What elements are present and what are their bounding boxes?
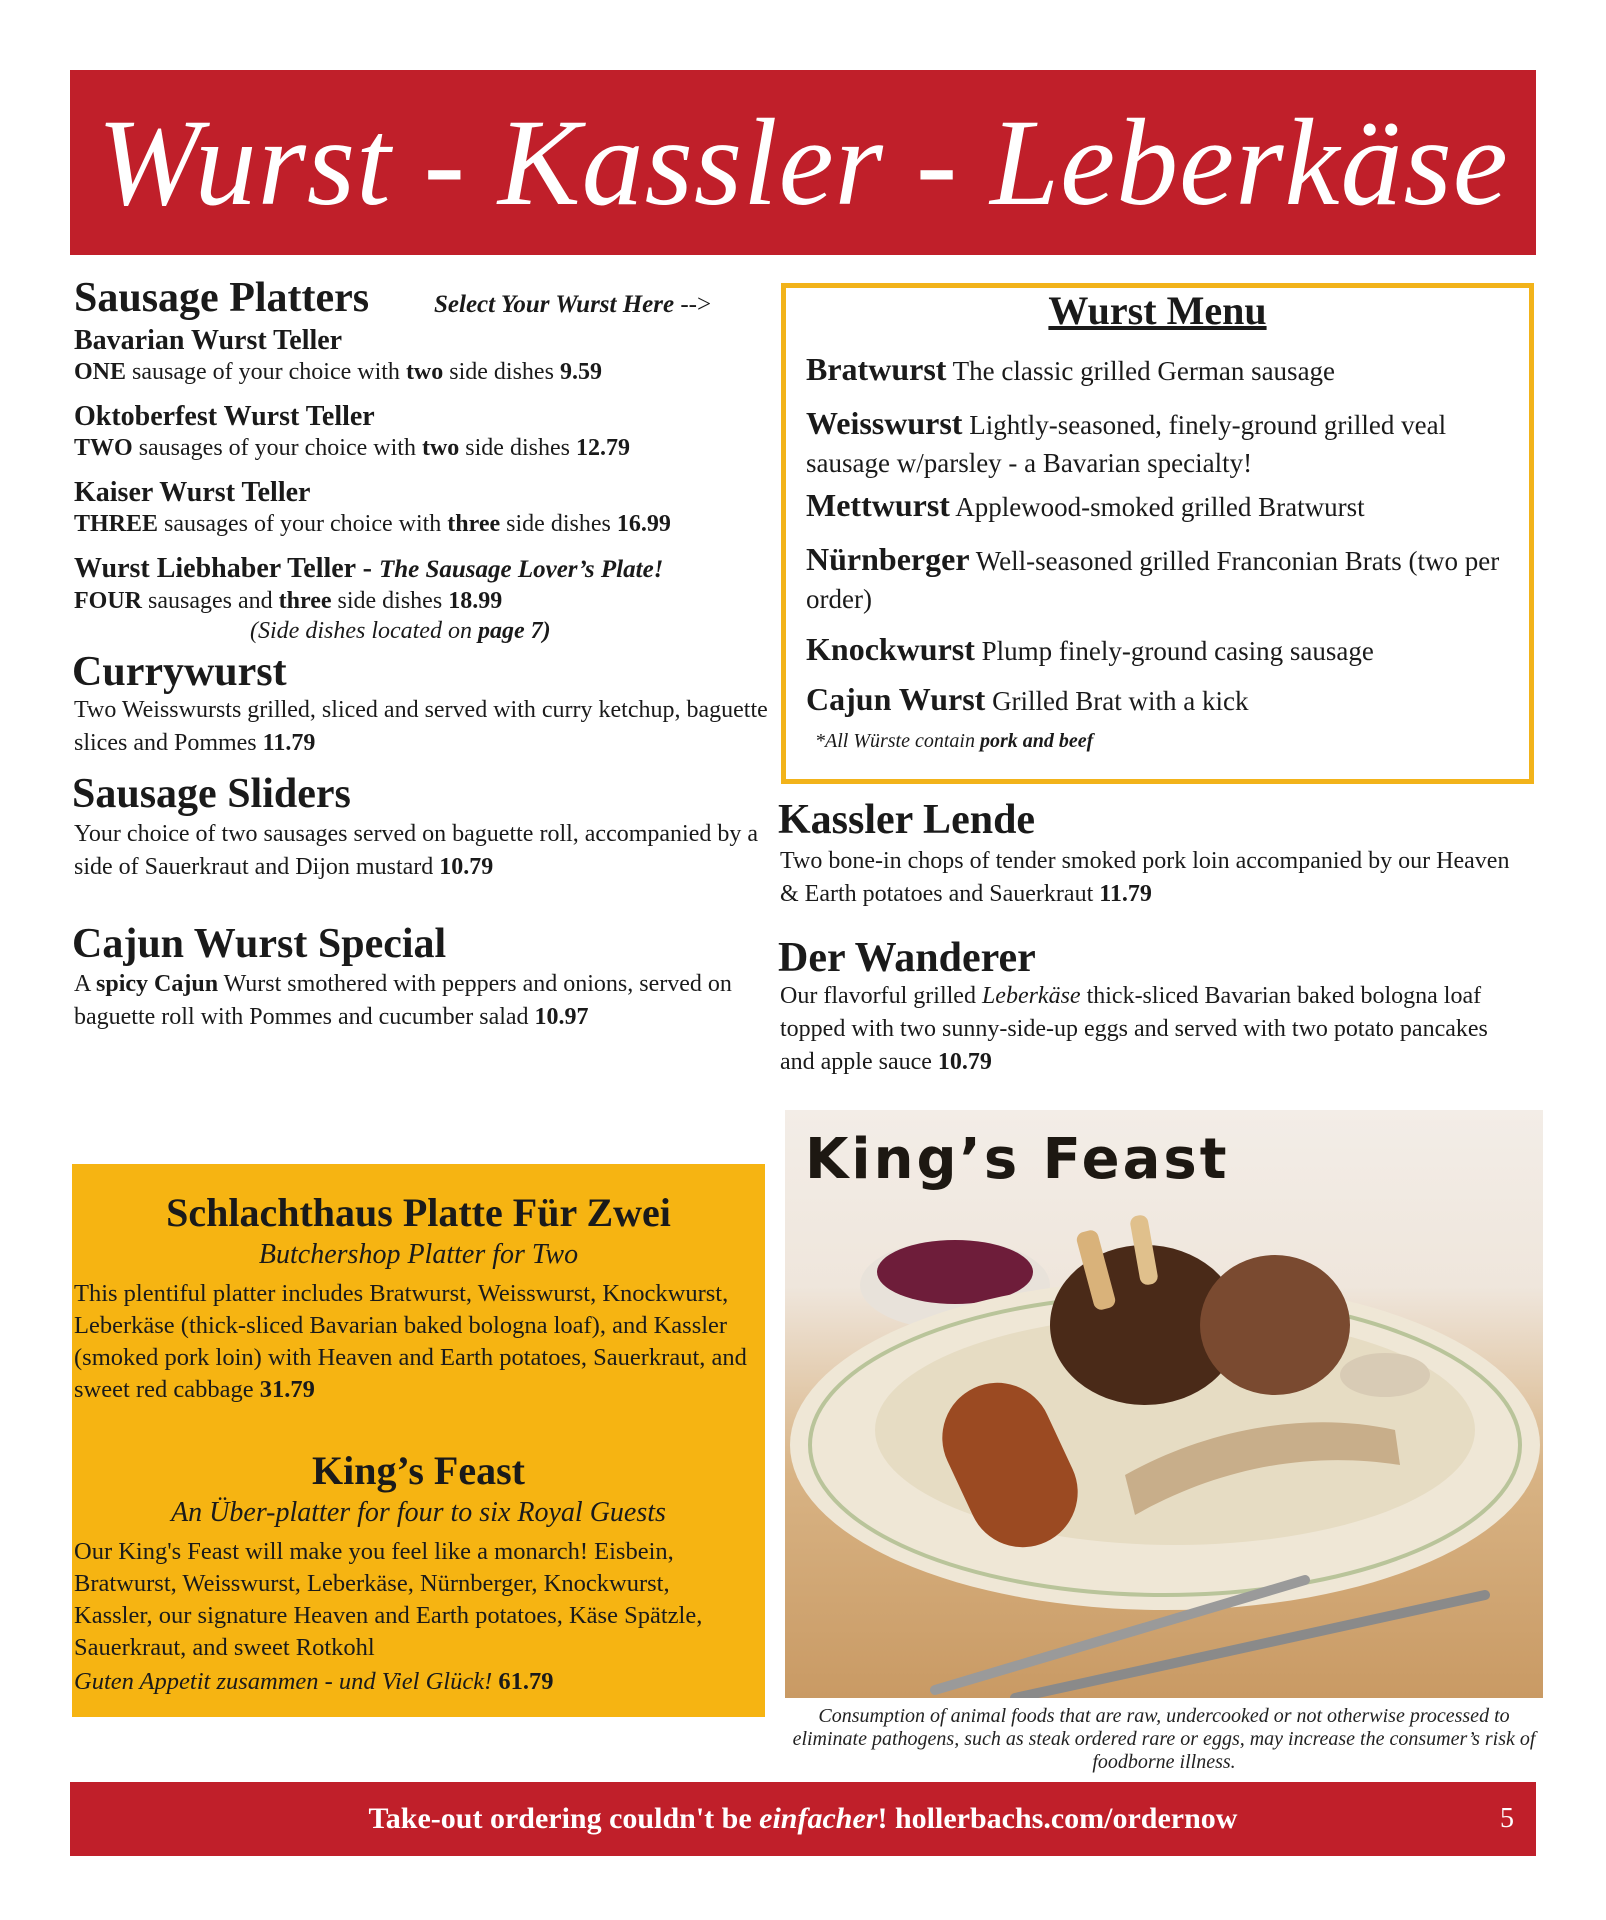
- item-name: [74, 553, 663, 586]
- item-text: sausage of your choice with: [126, 359, 406, 385]
- footer-link[interactable]: ! hollerbachs.com/ordernow: [877, 1802, 1238, 1835]
- wanderer-description: [780, 980, 1520, 1079]
- item-price: 61.79: [498, 1668, 554, 1695]
- wurst-description: Plump finely-ground casing sausage: [974, 636, 1374, 666]
- item-qty: ONE: [74, 359, 127, 385]
- wurst-name: Cajun Wurst: [806, 681, 986, 717]
- item-description: [74, 586, 663, 616]
- cajun-special-description: [74, 968, 774, 1034]
- item-subtitle: The Sausage Lover’s Plate!: [378, 556, 664, 583]
- item-price: 16.99: [616, 511, 671, 537]
- item-sides: two: [405, 359, 444, 385]
- note-bold: pork and beef: [979, 730, 1094, 752]
- kings-feast-description: Our King's Feast will make you feel like a monarch! Eisbein, Bratwurst, Weisswurst, Leberkäse, Nürnberger, Knockwurst, Kassler, our signature Heaven and Earth potatoes, Käse Spätzle, Sauerkraut, and sweet Rotkohl: [74, 1538, 703, 1661]
- wurst-item: [806, 350, 1516, 390]
- footer-text-part: Take-out ordering couldn't be: [368, 1802, 760, 1835]
- description-text: Your choice of two sausages served on baguette roll, accompanied by a side of Sauerkraut and Dijon mustard: [74, 821, 759, 880]
- currywurst-title: Currywurst: [72, 649, 287, 695]
- cajun-special-title: Cajun Wurst Special: [72, 921, 447, 967]
- note-text: *All Würste contain: [815, 730, 980, 752]
- wurst-name: Knockwurst: [806, 631, 975, 667]
- wurst-item: [806, 630, 1516, 670]
- description-text: Two bone-in chops of tender smoked pork loin accompanied by our Heaven & Earth potatoes and Sauerkraut: [780, 848, 1510, 907]
- menu-item: [74, 477, 671, 539]
- side-dishes-note: [250, 616, 551, 646]
- page-number: 5: [1500, 1803, 1514, 1834]
- sausage: [1340, 1353, 1430, 1397]
- item-description: [74, 433, 630, 463]
- wurst-description: The classic grilled German sausage: [946, 356, 1336, 386]
- description-italic: Leberkäse: [981, 983, 1081, 1009]
- sliders-title: Sausage Sliders: [72, 771, 351, 817]
- select-wurst-arrow: -->: [680, 291, 712, 318]
- select-wurst-text: Select Your Wurst Here: [434, 291, 675, 318]
- item-sides: three: [278, 588, 332, 614]
- item-text: sausages of your choice with: [158, 511, 448, 537]
- item-price: 10.79: [937, 1049, 992, 1075]
- select-wurst-note: [434, 290, 711, 320]
- item-price: 10.97: [534, 1004, 589, 1030]
- kassler-title: Kassler Lende: [778, 797, 1036, 843]
- footer-text-italic: einfacher: [759, 1802, 878, 1835]
- wurst-description: Lightly-seasoned, finely-ground grilled veal sausage w/parsley - a Bavarian specialty!: [806, 410, 1447, 478]
- item-text: sausages and: [142, 588, 279, 614]
- menu-item: [74, 553, 663, 616]
- wurst-description: Grilled Brat with a kick: [985, 686, 1249, 716]
- schlachthaus-title: Schlachthaus Platte Für Zwei: [166, 1190, 671, 1235]
- item-name: Kaiser Wurst Teller: [74, 477, 311, 508]
- item-price: 10.79: [439, 854, 494, 880]
- food-safety-disclaimer: Consumption of animal foods that are raw, undercooked or not otherwise processed to eliminate pathogens, such as steak ordered rare or eggs, may increase the consumer’s risk of foodborne illness.: [792, 1705, 1536, 1773]
- item-dash: -: [355, 553, 379, 584]
- menu-item: [74, 401, 630, 463]
- wurst-name: Weisswurst: [806, 405, 963, 441]
- wurst-name: Mettwurst: [806, 487, 950, 523]
- closing-text: Guten Appetit zusammen - und Viel Glück!: [74, 1668, 499, 1695]
- wurst-item: [806, 486, 1516, 526]
- item-text: sausages of your choice with: [132, 435, 422, 461]
- item-text: side dishes: [459, 435, 576, 461]
- description-text: Our flavorful grilled: [780, 983, 982, 1009]
- item-description: [74, 357, 602, 387]
- wanderer-title: Der Wanderer: [778, 935, 1036, 981]
- item-price: 31.79: [259, 1376, 315, 1403]
- description-text: A: [74, 971, 97, 997]
- item-name: Oktoberfest Wurst Teller: [74, 401, 375, 432]
- item-description: [74, 509, 671, 539]
- item-text: side dishes: [500, 511, 617, 537]
- red-cabbage: [877, 1240, 1033, 1304]
- wurst-menu-title: Wurst Menu: [1048, 288, 1267, 333]
- description-text: Wurst smothered with peppers and onions, served on baguette roll with Pommes and cucumber salad: [74, 971, 732, 1030]
- photo-title: King’s Feast: [805, 1127, 1230, 1192]
- description-text: This plentiful platter includes Bratwurst, Weisswurst, Knockwurst, Leberkäse (thick-sliced Bavarian baked bologna loaf), and Kassler (smoked pork loin) with Heaven and Earth potatoes, Sauerkraut, and sweet red cabbage: [74, 1280, 747, 1403]
- kings-feast-subtitle: An Über-platter for four to six Royal Guests: [171, 1497, 666, 1528]
- description-text: Two Weisswursts grilled, sliced and served with curry ketchup, baguette slices and Pommes: [74, 697, 768, 756]
- wurst-description: Well-seasoned grilled Franconian Brats (two per order): [806, 546, 1500, 614]
- footer-text[interactable]: [70, 1782, 1536, 1856]
- wurst-item: [806, 404, 1516, 482]
- side-note-page: page 7): [477, 618, 551, 644]
- item-name: Bavarian Wurst Teller: [74, 325, 343, 356]
- kings-feast-closing: [74, 1666, 754, 1698]
- item-qty: FOUR: [74, 588, 142, 614]
- kassler-description: [780, 845, 1520, 911]
- item-qty: THREE: [74, 511, 159, 537]
- item-price: 12.79: [575, 435, 630, 461]
- kings-feast-photo: [785, 1110, 1543, 1698]
- wurst-note: [815, 728, 1093, 754]
- item-title: Wurst Liebhaber Teller: [74, 553, 356, 584]
- currywurst-description: [74, 694, 774, 760]
- item-sides: three: [447, 511, 501, 537]
- item-price: 11.79: [1099, 881, 1152, 907]
- item-text: side dishes: [443, 359, 560, 385]
- schlachthaus-subtitle: Butchershop Platter for Two: [258, 1239, 579, 1270]
- item-price: 11.79: [262, 730, 316, 756]
- kings-feast-title: King’s Feast: [312, 1448, 525, 1493]
- sliders-description: [74, 818, 774, 884]
- description-text: thick-sliced Bavarian baked bologna loaf topped with two sunny-side-up eggs and served with two potato pancakes and apple sauce: [780, 983, 1488, 1075]
- platter-illustration: [785, 1110, 1543, 1698]
- side-note-text: (Side dishes located on: [250, 618, 478, 644]
- description-bold: spicy Cajun: [96, 971, 219, 997]
- kassler: [1200, 1255, 1350, 1395]
- item-price: 9.59: [559, 359, 602, 385]
- schlachthaus-description: [74, 1278, 754, 1406]
- wurst-description: Applewood-smoked grilled Bratwurst: [949, 492, 1365, 522]
- wurst-name: Nürnberger: [806, 541, 970, 577]
- wurst-item: [806, 680, 1516, 720]
- wurst-item: [806, 540, 1516, 618]
- item-sides: two: [421, 435, 460, 461]
- item-price: 18.99: [448, 588, 503, 614]
- page-title: Wurst - Kassler - Leberkäse: [97, 94, 1509, 231]
- wurst-name: Bratwurst: [806, 351, 947, 387]
- menu-item: [74, 325, 602, 387]
- item-qty: TWO: [74, 435, 133, 461]
- sausage-platters-title: Sausage Platters: [74, 275, 370, 321]
- item-text: side dishes: [331, 588, 449, 614]
